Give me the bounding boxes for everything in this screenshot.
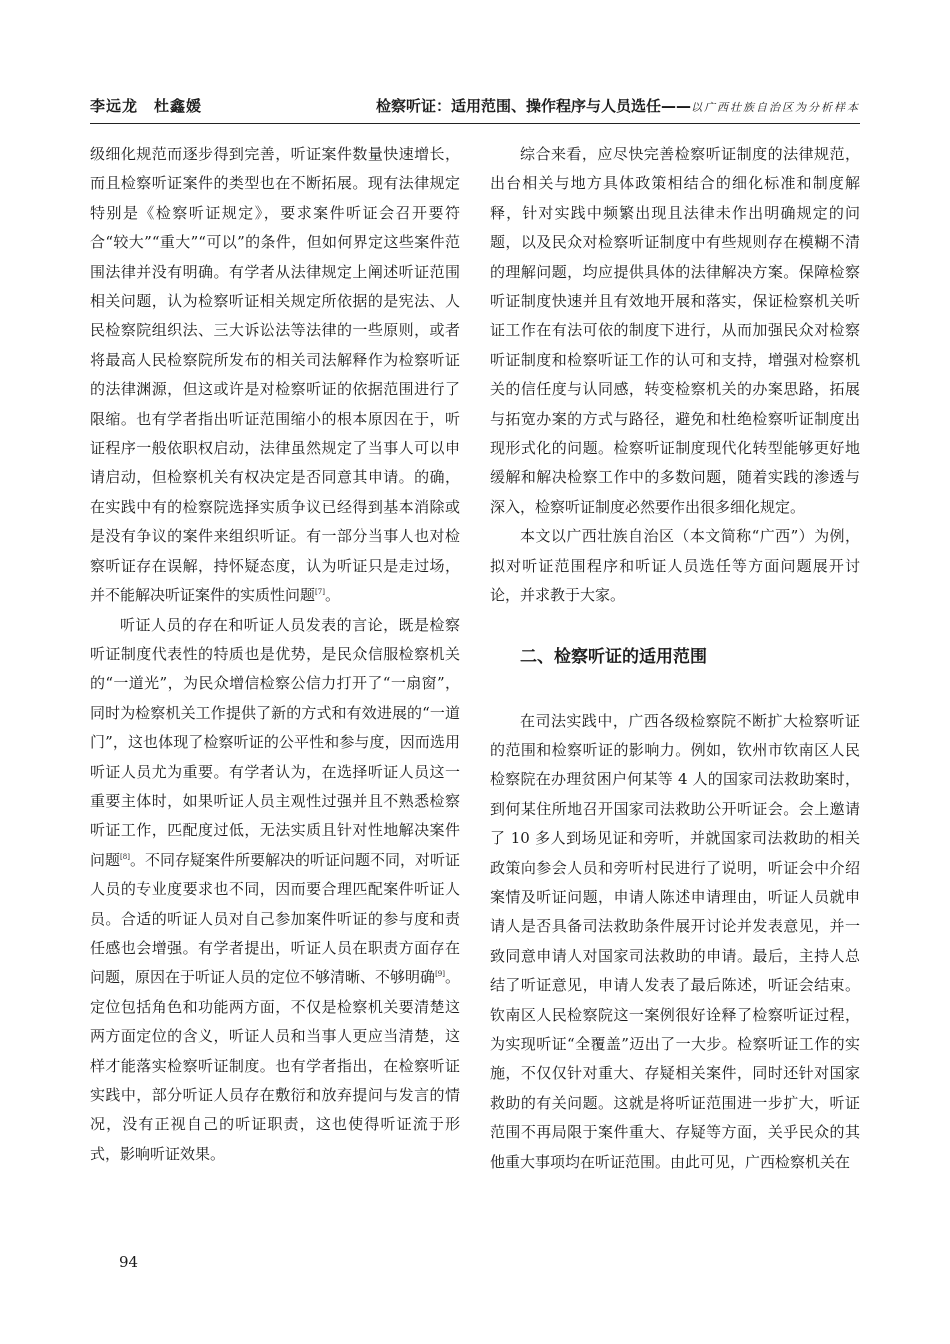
left-paragraph-1 <box>90 140 460 611</box>
right-paragraph-3: 在司法实践中，广西各级检察院不断扩大检察听证的范围和检察听证的影响力。例如，钦州市钦南区人民检察院在办理贫困户何某等 4 人的国家司法救助案时，到何某住所地召开国家司法救助公开听证会。会上邀请了 10 多人到场见证和旁听，并就国家司法救助的相关政策向参会人员和旁听村民进行了说明，听证会中介绍案情及听证问题，申请人陈述申请理由，听证人员就申请人是否具备司法救助条件展开讨论并发表意见，并一致同意申请人对国家司法救助的申请。最后，主持人总结了听证意见，申请人发表了最后陈述，听证会结束。钦南区人民检察院这一案例很好诠释了检察听证过程，为实现听证“全覆盖”迈出了一大步。检察听证工作的实施，不仅仅针对重大、存疑相关案件，同时还针对国家救助的有关问题。这就是将听证范围进一步扩大，听证范围不再局限于案件重大、存疑等方面，关乎民众的其他重大事项均在听证范围。由此可见，广西检察机关在 <box>490 711 860 1171</box>
citation-8: [8] <box>120 852 130 861</box>
page-number: 94 <box>119 1253 139 1271</box>
header-running-title <box>376 95 860 116</box>
right-column <box>490 140 860 1177</box>
running-header <box>90 95 860 121</box>
left-p2-text-a: 听证人员的存在和听证人员发表的言论，既是检察听证制度代表性的特质也是优势，是民众信服检察机关的“一道光”，为民众增信检察公信力打开了“一扇窗”，同时为检察机关工作提供了新的方式和有效进展的“一道门”，这也体现了检察听证的公平性和参与度，因而选用听证人员尤为重要。有学者认为，在选择听证人员这一重要主体时，如果听证人员主观性过强并且不熟悉检察听证工作，匹配度过低，无法实质且针对性地解决案件问题 <box>90 615 460 869</box>
left-paragraph-2 <box>90 611 460 1170</box>
left-p2-text-b: 。不同存疑案件所要解决的听证问题不同，对听证人员的专业度要求也不同，因而要合理匹配案件听证人员。合适的听证人员对自己参加案件听证的参与度和责任感也会增强。有学者提出，听证人员在职责方面存在问题，原因在于听证人员的定位不够清晰、不够明确 <box>90 850 460 987</box>
header-authors: 李远龙 杜鑫媛 <box>90 97 203 115</box>
right-paragraph-1: 综合来看，应尽快完善检察听证制度的法律规范，出台相关与地方具体政策相结合的细化标准和制度解释，针对实践中频繁出现且法律未作出明确规定的问题，以及民众对检察听证制度中有些规则存在模糊不清的理解问题，均应提供具体的法律解决方案。保障检察听证制度快速并且有效地开展和落实，保证检察机关听证工作在有法可依的制度下进行，从而加强民众对检察听证制度和检察听证工作的认可和支持，增强对检察机关的信任度与认同感，转变检察机关的办案思路，拓展与拓宽办案的方式与路径，避免和杜绝检察听证制度出现形式化的问题。检察听证制度现代化转型能够更好地缓解和解决检察工作中的多数问题，随着实践的渗透与深入，检察听证制度必然要作出很多细化规定。 <box>490 145 860 516</box>
left-p1-text-a: 级细化规范而逐步得到完善，听证案件数量快速增长，而且检察听证案件的类型也在不断拓展。现有法律规定特别是《检察听证规定》，要求案件听证会召开要符合“较大”“重大”“可以”的条件，但如何界定这些案件范围法律并没有明确。有学者从法律规定上阐述听证范围相关问题，认为检察听证相关规定所依据的是宪法、人民检察院组织法、三大诉讼法等法律的一些原则，或者将最高人民检察院所发布的相关司法解释作为检察听证的法律渊源，但这或许是对检察听证的依据范围进行了限缩。也有学者指出听证范围缩小的根本原因在于，听证程序一般依职权启动，法律虽然规定了当事人可以申请启动，但检察机关有权决定是否同意其申请。的确，在实践中有的检察院选择实质争议已经得到基本消除或是没有争议的案件来组织听证。有一部分当事人也对检察听证存在误解，持怀疑态度，认为听证只是走过场，并不能解决听证案件的实质性问题 <box>90 145 460 605</box>
citation-9: [9] <box>435 970 445 979</box>
running-title-main: 检察听证：适用范围、操作程序与人员选任—— <box>375 97 691 115</box>
left-p2-text-c: 。定位包括角色和功能两方面，不仅是检察机关要清楚这两方面定位的含义，听证人员和当事人更应当清楚，这样才能落实检察听证制度。也有学者指出，在检察听证实践中，部分听证人员存在敷衍和放弃提问与发言的情况，没有正视自己的听证职责，这也使得听证流于形式，影响听证效果。 <box>90 968 460 1163</box>
section-heading: 二、检察听证的适用范围 <box>520 646 707 667</box>
left-column <box>90 140 460 1169</box>
right-paragraph-2: 本文以广西壮族自治区（本文简称“广西”）为例，拟对听证范围程序和听证人员选任等方面问题展开讨论，并求教于大家。 <box>490 527 860 605</box>
citation-7: [7] <box>315 588 325 597</box>
header-rule <box>90 123 860 124</box>
running-title-subtitle: 以广西壮族自治区为分析样本 <box>691 101 860 114</box>
left-p1-text-b: 。 <box>324 586 340 605</box>
